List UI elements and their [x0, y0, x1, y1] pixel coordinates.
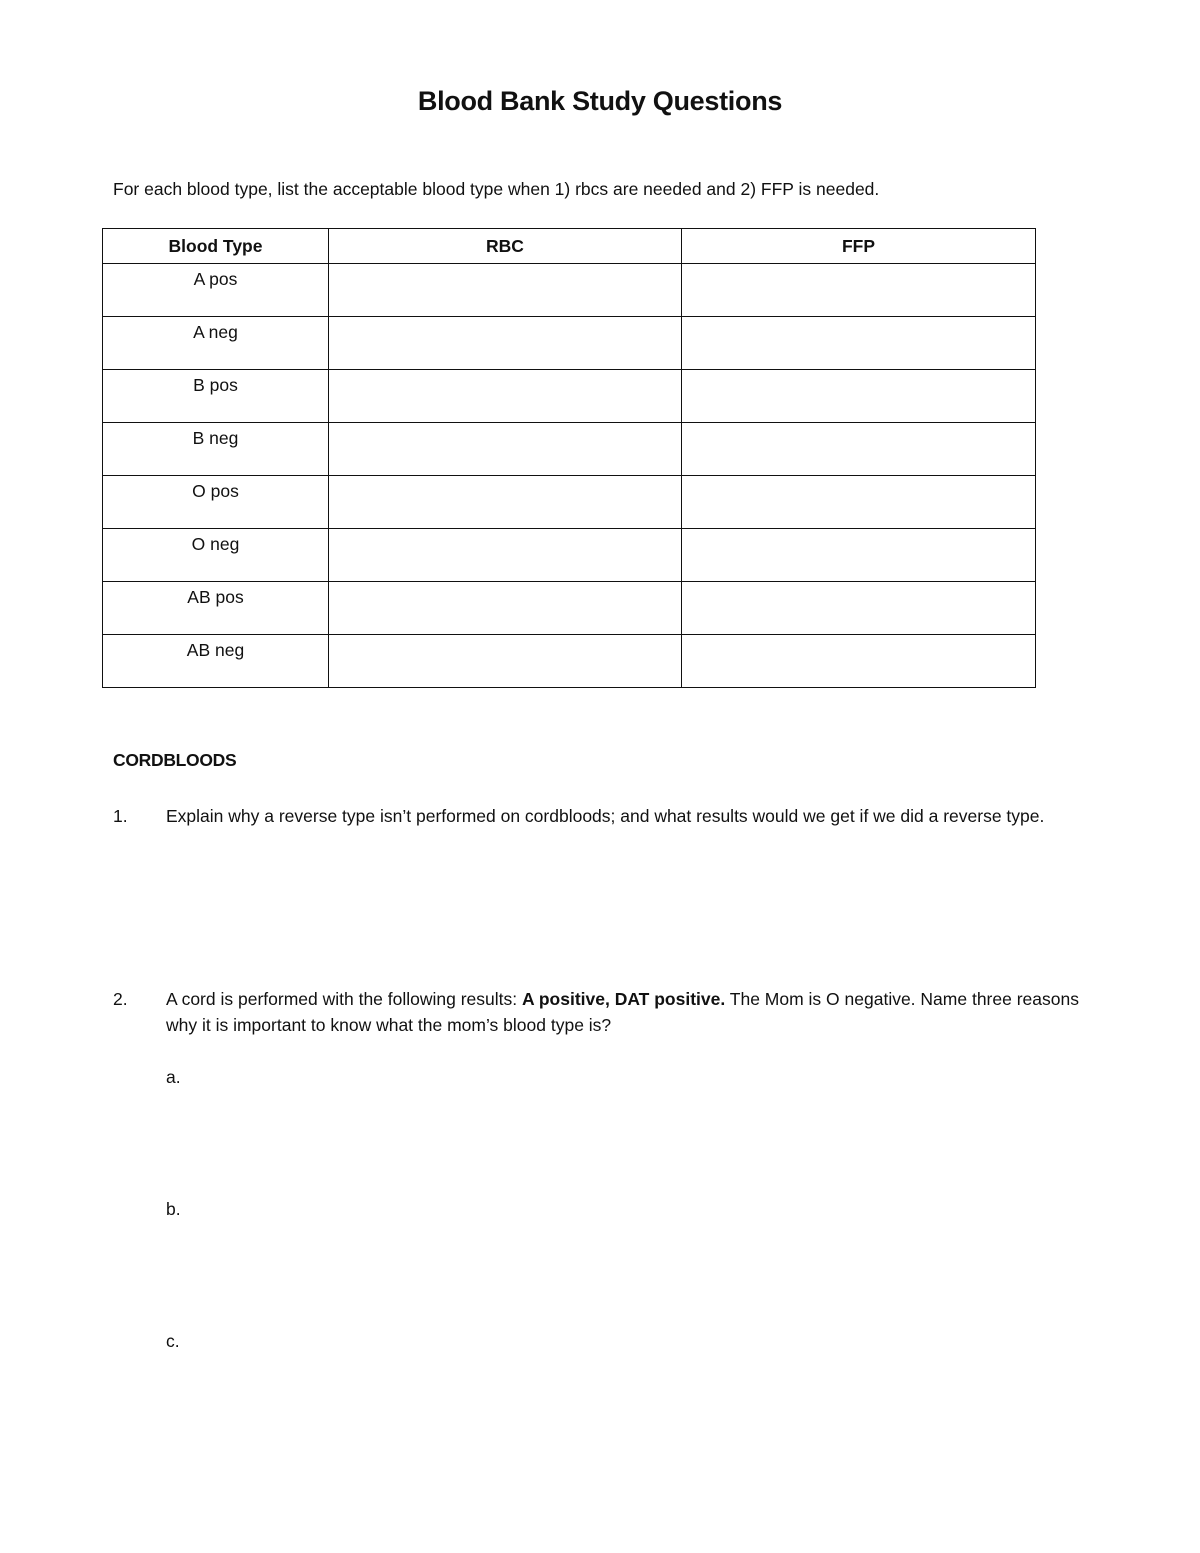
rbc-answer-cell[interactable]: [329, 476, 682, 529]
question-number: 2.: [113, 989, 128, 1009]
instructions-text: For each blood type, list the acceptable blood type when 1) rbcs are needed and 2) FFP is needed.: [113, 179, 880, 199]
rbc-answer-cell[interactable]: [329, 317, 682, 370]
blood-type-cell: A neg: [103, 317, 329, 370]
table-row: [103, 264, 1036, 317]
question-text: Explain why a reverse type isn’t performed on cordbloods; and what results would we get if we did a reverse type.: [166, 806, 1045, 826]
rbc-answer-cell[interactable]: [329, 264, 682, 317]
table-header-row: [103, 229, 1036, 264]
question-text-start: A cord is performed with the following results:: [166, 989, 522, 1009]
rbc-answer-cell[interactable]: [329, 423, 682, 476]
answer-item-a: a.: [166, 1067, 181, 1087]
table-row: [103, 635, 1036, 688]
table-row: [103, 317, 1036, 370]
blood-type-table: [102, 228, 1036, 688]
table-row: [103, 582, 1036, 635]
ffp-answer-cell[interactable]: [682, 476, 1036, 529]
table-row: [103, 370, 1036, 423]
table-row: [103, 476, 1036, 529]
question-emphasis: A positive, DAT positive.: [522, 989, 726, 1009]
question-number: 1.: [113, 806, 128, 826]
blood-type-cell: A pos: [103, 264, 329, 317]
blood-type-cell: AB neg: [103, 635, 329, 688]
question-text-end: The Mom is O negative. Name three reasons why it is important to know what the mom’s blood type is?: [166, 989, 1079, 1035]
table-row: [103, 423, 1036, 476]
rbc-answer-cell[interactable]: [329, 582, 682, 635]
header-ffp: FFP: [682, 229, 1036, 264]
header-blood-type: Blood Type: [103, 229, 329, 264]
ffp-answer-cell[interactable]: [682, 370, 1036, 423]
answer-item-b: b.: [166, 1199, 181, 1219]
question-text: [166, 986, 1096, 1038]
page-title: Blood Bank Study Questions: [417, 86, 783, 116]
rbc-answer-cell[interactable]: [329, 370, 682, 423]
ffp-answer-cell[interactable]: [682, 317, 1036, 370]
ffp-answer-cell[interactable]: [682, 529, 1036, 582]
ffp-answer-cell[interactable]: [682, 423, 1036, 476]
blood-type-cell: O pos: [103, 476, 329, 529]
blood-type-cell: B pos: [103, 370, 329, 423]
blood-type-cell: AB pos: [103, 582, 329, 635]
ffp-answer-cell[interactable]: [682, 635, 1036, 688]
table-row: [103, 529, 1036, 582]
rbc-answer-cell[interactable]: [329, 635, 682, 688]
blood-type-cell: B neg: [103, 423, 329, 476]
blood-type-cell: O neg: [103, 529, 329, 582]
ffp-answer-cell[interactable]: [682, 582, 1036, 635]
answer-item-c: c.: [166, 1331, 180, 1351]
header-rbc: RBC: [329, 229, 682, 264]
ffp-answer-cell[interactable]: [682, 264, 1036, 317]
section-heading-cordbloods: CORDBLOODS: [113, 750, 237, 770]
rbc-answer-cell[interactable]: [329, 529, 682, 582]
